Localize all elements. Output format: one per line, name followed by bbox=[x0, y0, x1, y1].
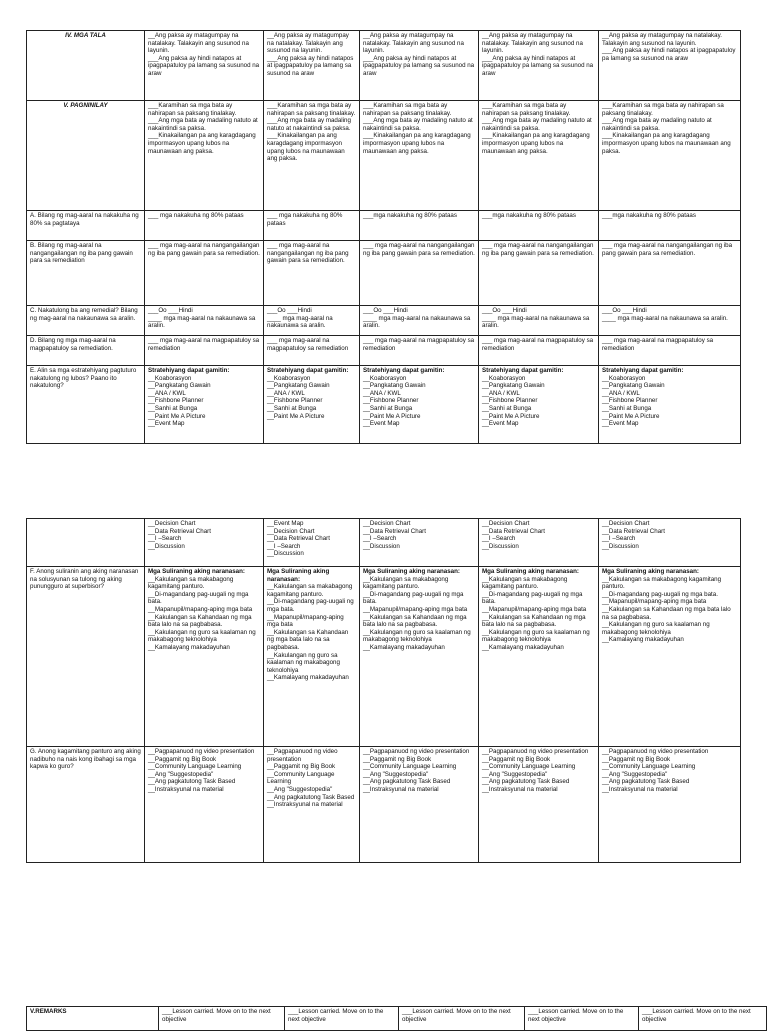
cell: ___ mga mag-aaral na nangangailangan ng iba pang gawain para sa remediation. bbox=[599, 241, 741, 306]
row-b bbox=[27, 241, 741, 306]
row-label bbox=[27, 519, 145, 567]
row-label: A. Bilang ng mag-aaral na nakakuha ng 80% sa pagtataya bbox=[27, 211, 145, 241]
row-label: G. Anong kagamitang panturo ang aking nadibuho na nais kong ibahagi sa mga kapwa ko guro? bbox=[27, 747, 145, 863]
row-label: IV. MGA TALA bbox=[27, 31, 145, 101]
cell: __Event Map __Decision Chart __Data Retrieval Chart __I –Search __Discussion bbox=[264, 519, 360, 567]
cell: ___Lesson carried. Move on to the next objective bbox=[285, 1007, 399, 1031]
row-mga-tala bbox=[27, 31, 741, 101]
reflection-table-page2 bbox=[26, 518, 741, 863]
cell: Stratehiyang dapat gamitin: __Koaborasyon __Pangkatang Gawain __ANA / KWL __Fishbone Planner __Sanhi at Bunga __Paint Me A Picture bbox=[264, 366, 360, 444]
cell: __Pagpapanuod ng video presentation __Paggamit ng Big Book __Community Language Learning __Ang "Suggestopedia" __Ang pagkatutong Task Based __Instraksyunal na material bbox=[599, 747, 741, 863]
cell: ___ mga mag-aaral na magpapatuloy sa remediation bbox=[599, 336, 741, 366]
row-label: F. Anong suliranin ang aking naranasan na solusyunan sa tulong ng aking punungguro at superbisor? bbox=[27, 567, 145, 747]
cell: ___Karamihan sa mga bata ay nahirapan sa paksang tinalakay. ___Ang mga bata ay madaling natuto at nakaintindi sa paksa. ___Kinakailangan pa ang karagdagang impormasyon upang lubos na maunawaan ang paksa. bbox=[599, 101, 741, 211]
cell: __Ang paksa ay matagumpay na natalakay. Talakayin ang susunod na layunin. ___Ang paksa ay hindi natapos at ipagpapatuloy pa lamang sa susunod na araw bbox=[145, 31, 264, 101]
cell: ___Lesson carried. Move on to the next objective bbox=[399, 1007, 525, 1031]
cell: __Decision Chart __Data Retrieval Chart __I –Search __Discussion bbox=[599, 519, 741, 567]
cell: ___Oo ___Hindi ____ mga mag-aaral na nakaunawa sa aralin. bbox=[599, 306, 741, 336]
cell: Mga Suliraning aking naranasan: __Kakulangan sa makabagong kagamitang panturo. __Di-magandang pag-uugali ng mga bata. __Mapanupil/mapang-aping mga bata __Kakulangan sa Kahandaan ng mga bata lalo na sa pagbabasa. __Kakulangan ng guro sa kaalaman ng makabagong teknolohiya __Kamalayang makadayuhan bbox=[145, 567, 264, 747]
remarks-table bbox=[26, 1006, 767, 1031]
row-g bbox=[27, 747, 741, 863]
row-label: V. PAGNINILAY bbox=[27, 101, 145, 211]
cell: __Ang paksa ay matagumpay na natalakay. Talakayin ang susunod na layunin. ___Ang paksa ay hindi natapos at ipagpapatuloy pa lamang sa susunod na araw bbox=[360, 31, 479, 101]
row-label: V.REMARKS bbox=[27, 1007, 159, 1031]
row-c bbox=[27, 306, 741, 336]
cell: ___Oo ___Hindi ____ mga mag-aaral na nakaunawa sa aralin. bbox=[264, 306, 360, 336]
row-remarks bbox=[27, 1007, 767, 1031]
cell: __Ang paksa ay matagumpay na natalakay. Talakayin ang susunod na layunin. ___Ang paksa ay hindi natapos at ipagpapatuloy pa lamang sa susunod na araw bbox=[599, 31, 741, 101]
row-a bbox=[27, 211, 741, 241]
cell: ___mga nakakuha ng 80% pataas bbox=[360, 211, 479, 241]
cell: Mga Suliraning aking naranasan: __Kakulangan sa makabagong kagamitang panturo. __Di-magandang pag-uugali ng mga bata. __Mapanupil/mapang-aping mga bata __Kakulangan sa Kahandaan ng mga bata lalo na sa pagbabasa. __Kakulangan ng guro sa kaalaman ng makabagong teknolohiya __Kamalayang makadayuhan bbox=[599, 567, 741, 747]
row-label: B. Bilang ng mag-aaral na nangangailangan ng iba pang gawain para sa remediation bbox=[27, 241, 145, 306]
cell: ___ mga mag-aaral na magpapatuloy sa remediation bbox=[264, 336, 360, 366]
cell: __Pagpapanuod ng video presentation __Paggamit ng Big Book __Community Language Learning __Ang "Suggestopedia" __Ang pagkatutong Task Based __Instraksyunal na material bbox=[264, 747, 360, 863]
row-label: E. Alin sa mga estratehiyang pagtuturo nakatulong ng lubos? Paano ito nakatulong? bbox=[27, 366, 145, 444]
row-label: C. Nakatulong ba ang remedial? Bilang ng mag-aaral na nakaunawa sa aralin. bbox=[27, 306, 145, 336]
cell: ___ mga mag-aaral na nangangailangan ng iba pang gawain para sa remediation. bbox=[145, 241, 264, 306]
cell: ___ mga nakakuha ng 80% pataas bbox=[145, 211, 264, 241]
cell: Stratehiyang dapat gamitin: __Koaborasyon __Pangkatang Gawain __ANA / KWL __Fishbone Planner __Sanhi at Bunga __Paint Me A Picture __Event Map bbox=[360, 366, 479, 444]
cell: ___Lesson carried. Move on to the next objective bbox=[525, 1007, 639, 1031]
cell: __Decision Chart __Data Retrieval Chart __I –Search __Discussion bbox=[145, 519, 264, 567]
cell: ___ mga mag-aaral na magpapatuloy sa remediation bbox=[360, 336, 479, 366]
row-e bbox=[27, 366, 741, 444]
cell: ___ mga mag-aaral na magpapatuloy sa remediation bbox=[145, 336, 264, 366]
cell: ___Karamihan sa mga bata ay nahirapan sa paksang tinalakay. ___Ang mga bata ay madaling natuto at nakaintindi sa paksa. ___Kinakailangan pa ang karagdagang impormasyon upang lubos na maunawaan ang paksa. bbox=[145, 101, 264, 211]
reflection-table-page1 bbox=[26, 30, 741, 444]
cell: __Pagpapanuod ng video presentation __Paggamit ng Big Book __Community Language Learning __Ang "Suggestopedia" __Ang pagkatutong Task Based __Instraksyunal na material bbox=[360, 747, 479, 863]
row-label: D. Bilang ng mga mag-aaral na magpapatuloy sa remediation. bbox=[27, 336, 145, 366]
cell: ___mga nakakuha ng 80% pataas bbox=[599, 211, 741, 241]
cell: __Pagpapanuod ng video presentation __Paggamit ng Big Book __Community Language Learning __Ang "Suggestopedia" __Ang pagkatutong Task Based __Instraksyunal na material bbox=[145, 747, 264, 863]
cell: ___Karamihan sa mga bata ay nahirapan sa paksang tinalakay. ___Ang mga bata ay madaling natuto at nakaintindi sa paksa. ___Kinakailangan pa ang karagdagang impormasyon upang lubos na maunawaan ang paksa. bbox=[264, 101, 360, 211]
cell: ___Karamihan sa mga bata ay nahirapan sa paksang tinalakay. ___Ang mga bata ay madaling natuto at nakaintindi sa paksa. ___Kinakailangan pa ang karagdagang impormasyon upang lubos na maunawaan ang paksa. bbox=[360, 101, 479, 211]
row-pagninilay bbox=[27, 101, 741, 211]
cell: ___ mga mag-aaral na nangangailangan ng iba pang gawain para sa remediation. bbox=[264, 241, 360, 306]
cell: Mga Suliraning aking naranasan: __Kakulangan sa makabagong kagamitang panturo. __Di-magandang pag-uugali ng mga bata. __Mapanupil/mapang-aping mga bata __Kakulangan sa Kahandaan ng mga bata lalo na sa pagbabasa. __Kakulangan ng guro sa kaalaman ng makabagong teknolohiya __Kamalayang makadayuhan bbox=[360, 567, 479, 747]
cell: ___Lesson carried. Move on to the next objective bbox=[159, 1007, 285, 1031]
cell: ___Karamihan sa mga bata ay nahirapan sa paksang tinalakay. ___Ang mga bata ay madaling natuto at nakaintindi sa paksa. ___Kinakailangan pa ang karagdagang impormasyon upang lubos na maunawaan ang paksa. bbox=[479, 101, 599, 211]
cell: Mga Suliraning aking naranasan: __Kakulangan sa makabagong kagamitang panturo. __Di-magandang pag-uugali ng mga bata. __Mapanupil/mapang-aping mga bata __Kakulangan sa Kahandaan ng mga bata lalo na sa pagbabasa. __Kakulangan ng guro sa kaalaman ng makabagong teknolohiya __Kamalayang makadayuhan bbox=[264, 567, 360, 747]
cell: ___ mga nakakuha ng 80% pataas bbox=[264, 211, 360, 241]
cell: Stratehiyang dapat gamitin: __Koaborasyon __Pangkatang Gawain __ANA / KWL __Fishbone Planner __Sanhi at Bunga __Paint Me A Picture __Event Map bbox=[599, 366, 741, 444]
cell: __Decision Chart __Data Retrieval Chart __I –Search __Discussion bbox=[360, 519, 479, 567]
cell: __Ang paksa ay matagumpay na natalakay. Talakayin ang susunod na layunin. ___Ang paksa ay hindi natapos at ipagpapatuloy pa lamang sa susunod na araw bbox=[264, 31, 360, 101]
cell: __Pagpapanuod ng video presentation __Paggamit ng Big Book __Community Language Learning __Ang "Suggestopedia" __Ang pagkatutong Task Based __Instraksyunal na material bbox=[479, 747, 599, 863]
row-d bbox=[27, 336, 741, 366]
cell: Stratehiyang dapat gamitin: __Koaborasyon __Pangkatang Gawain __ANA / KWL __Fishbone Planner __Sanhi at Bunga __Paint Me A Picture __Event Map bbox=[145, 366, 264, 444]
cell: ___Oo ___Hindi ____ mga mag-aaral na nakaunawa sa aralin. bbox=[145, 306, 264, 336]
cell: ___Oo ___Hindi ____ mga mag-aaral na nakaunawa sa aralin. bbox=[479, 306, 599, 336]
cell: ___Lesson carried. Move on to the next objective bbox=[639, 1007, 767, 1031]
cell: Mga Suliraning aking naranasan: __Kakulangan sa makabagong kagamitang panturo. __Di-magandang pag-uugali ng mga bata. __Mapanupil/mapang-aping mga bata __Kakulangan sa Kahandaan ng mga bata lalo na sa pagbabasa. __Kakulangan ng guro sa kaalaman ng makabagong teknolohiya __Kamalayang makadayuhan bbox=[479, 567, 599, 747]
cell: ___mga nakakuha ng 80% pataas bbox=[479, 211, 599, 241]
cell: __Decision Chart __Data Retrieval Chart __I –Search __Discussion bbox=[479, 519, 599, 567]
cell: Stratehiyang dapat gamitin: __Koaborasyon __Pangkatang Gawain __ANA / KWL __Fishbone Planner __Sanhi at Bunga __Paint Me A Picture __Event Map bbox=[479, 366, 599, 444]
row-strategies-cont bbox=[27, 519, 741, 567]
cell: ___ mga mag-aaral na magpapatuloy sa remediation bbox=[479, 336, 599, 366]
cell: ___ mga mag-aaral na nangangailangan ng iba pang gawain para sa remediation. bbox=[479, 241, 599, 306]
cell: ___Oo ___Hindi ____ mga mag-aaral na nakaunawa sa aralin. bbox=[360, 306, 479, 336]
cell: __Ang paksa ay matagumpay na natalakay. Talakayin ang susunod na layunin. ___Ang paksa ay hindi natapos at ipagpapatuloy pa lamang sa susunod na araw bbox=[479, 31, 599, 101]
cell: ___ mga mag-aaral na nangangailangan ng iba pang gawain para sa remediation. bbox=[360, 241, 479, 306]
row-f bbox=[27, 567, 741, 747]
